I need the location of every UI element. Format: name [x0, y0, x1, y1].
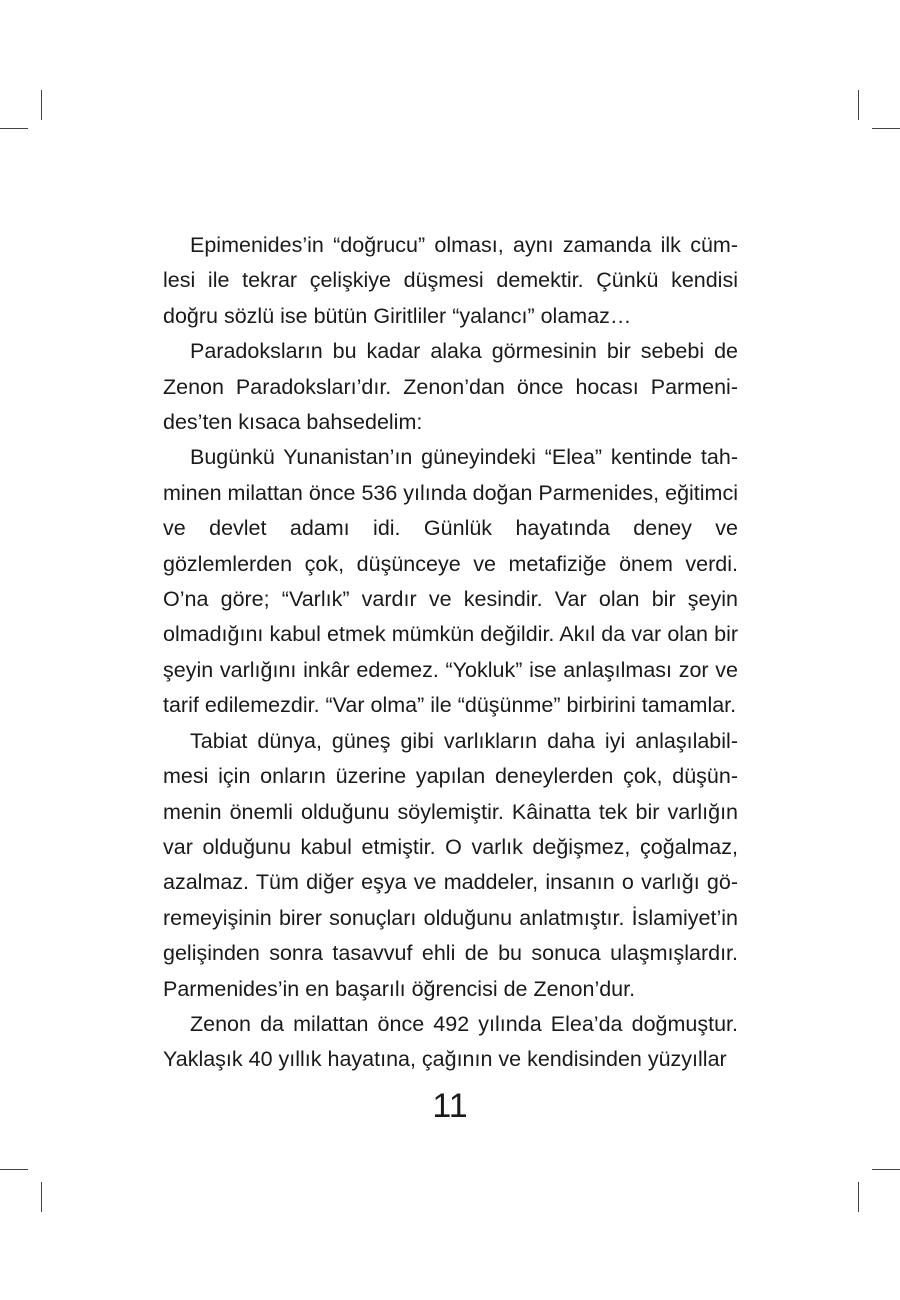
- crop-mark: [41, 90, 42, 120]
- page-number: 11: [432, 1087, 468, 1125]
- paragraph: Epimenides’in “doğrucu” olması, aynı zamanda ilk cümlesi ile tekrar çelişkiye düşmesi demektir. Çünkü kendisi doğru sözlü ise bütün Giritliler “yalancı” olamaz…: [163, 233, 738, 328]
- crop-mark: [858, 1182, 859, 1212]
- paragraph: Bugünkü Yunanistan’ın güneyindeki “Elea” kentinde tahminen milattan önce 536 yılında doğan Parmenides, eğitimci ve devlet adamı idi. Günlük hayatında deney ve gözlemlerden çok, düşünceye ve metafiziğe önem verdi. O’na göre; “Varlık” vardır ve kesindir. Var olan bir şeyin olmadığını kabul etmek mümkün değildir. Akıl da var olan bir şeyin varlığını inkâr edemez. “Yokluk” ise anlaşılması zor ve tarif edilemezdir. “Var olma” ile “düşünme” birbirini tamamlar.: [163, 445, 738, 718]
- crop-mark: [0, 128, 28, 129]
- crop-mark: [41, 1182, 42, 1212]
- crop-mark: [0, 1169, 28, 1170]
- crop-mark: [872, 128, 900, 129]
- body-text: [163, 228, 738, 1078]
- paragraph: Paradoksların bu kadar alaka görmesinin bir sebebi de Zenon Paradoksları’dır. Zenon’dan önce hocası Parmenides’ten kısaca bahsedelim:: [163, 339, 738, 435]
- crop-mark: [872, 1169, 900, 1170]
- crop-mark: [858, 90, 859, 120]
- paragraph: Zenon da milattan önce 492 yılında Elea’da doğmuştur. Yaklaşık 40 yıllık hayatına, çağının ve kendisinden yüzyıllar: [163, 1011, 738, 1072]
- paragraph: Tabiat dünya, güneş gibi varlıkların daha iyi anlaşılabilmesi için onların üzerine yapılan deneylerden çok, düşünmenin önemli olduğunu söylemiştir. Kâinatta tek bir varlığın var olduğunu kabul etmiştir. O varlık değişmez, çoğalmaz, azalmaz. Tüm diğer eşya ve maddeler, insanın o varlığı göremeyişinin birer sonuçları olduğunu anlatmıştır. İslamiyet’in gelişinden sonra tasavvuf ehli de bu sonuca ulaşmışlardır. Parmenides’in en başarılı öğrencisi de Zenon’dur.: [163, 728, 738, 1001]
